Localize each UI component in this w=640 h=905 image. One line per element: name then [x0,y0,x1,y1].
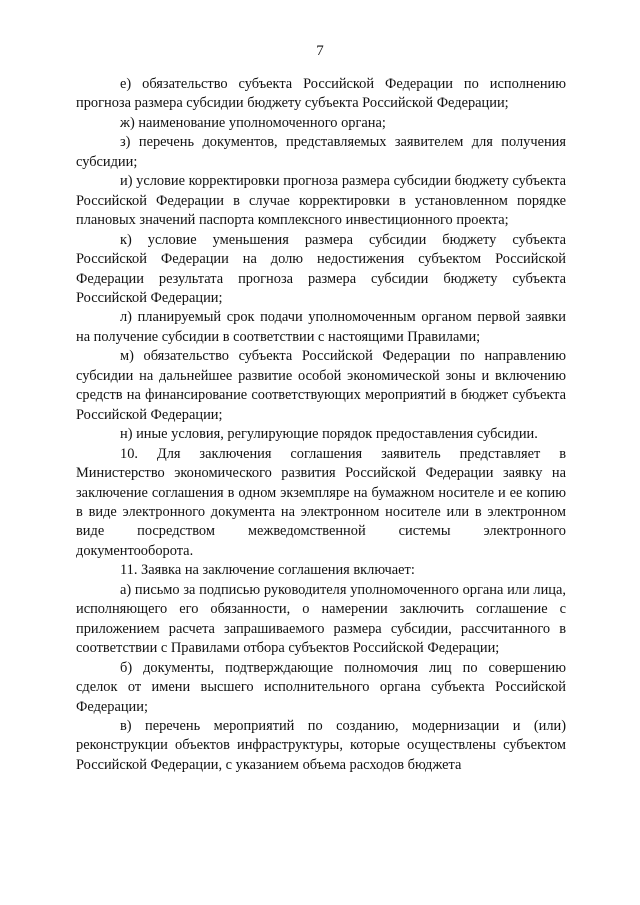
paragraph-item-k: к) условие уменьшения размера субсидии бюджету субъекта Российской Федерации на долю недостижения субъектом Российской Федерации результата прогноза размера субсидии бюджету субъекта Российской Федерации; [76,231,566,306]
paragraph-item-l: л) планируемый срок подачи уполномоченным органом первой заявки на получение субсидии в соответствии с настоящими Правилами; [76,309,566,345]
paragraph-item-m: м) обязательство субъекта Российской Федерации по направлению субсидии на дальнейшее развитие особой экономической зоны и включению средств на финансирование соответствующих мероприятий в бюджет субъекта Российской Федерации; [76,348,566,423]
document-body [76,75,566,775]
page-number: 7 [316,43,324,59]
paragraph-item-a: а) письмо за подписью руководителя уполномоченного органа или лица, исполняющего его обязанности, о намерении заключить соглашение с приложением расчета запрашиваемого размера субсидии, рассчитанного в соответствии с Правилами отбора субъектов Российской Федерации; [76,581,566,657]
paragraph-item-zh: ж) наименование уполномоченного органа; [120,114,386,131]
paragraph-item-v: в) перечень мероприятий по созданию, модернизации и (или) реконструкции объектов инфраструктуры, которые осуществлены субъектом Российской Федерации, с указанием объема расходов бюджета [76,717,566,773]
paragraph-item-b: б) документы, подтверждающие полномочия лиц по совершению сделок от имени высшего исполнительного органа субъекта Российской Федерации; [76,659,566,715]
paragraph-clause-11: 11. Заявка на заключение соглашения включает: [120,562,415,579]
paragraph-item-n: н) иные условия, регулирующие порядок предоставления субсидии. [120,426,538,443]
paragraph-item-i: и) условие корректировки прогноза размера субсидии бюджету субъекта Российской Федерации в случае корректировки в установленном порядке плановых значений паспорта комплексного инвестиционного проекта; [76,173,566,229]
paragraph-item-e: е) обязательство субъекта Российской Федерации по исполнению прогноза размера субсидии бюджету субъекта Российской Федерации; [76,76,566,112]
paragraph-item-z: з) перечень документов, представляемых заявителем для получения субсидии; [76,134,566,170]
paragraph-clause-10: 10. Для заключения соглашения заявитель представляет в Министерство экономического развития Российской Федерации заявку на заключение соглашения в одном экземпляре на бумажном носителе и ее копию в виде электронного документа на электронном носителе или в электронном виде посредством межведомственной системы электронного документооборота. [76,445,566,559]
